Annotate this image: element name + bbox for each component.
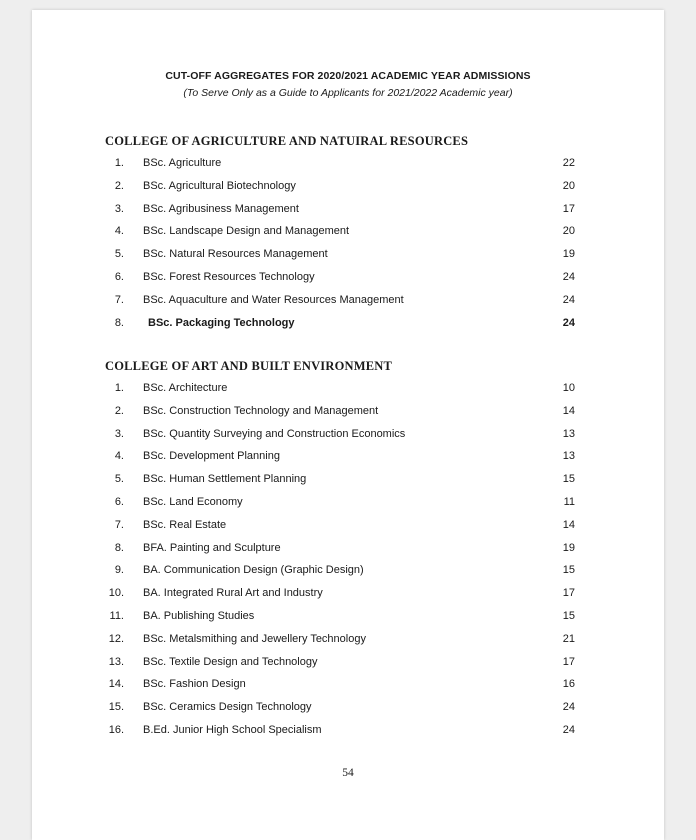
aggregate-value: 15 [562,564,575,577]
table-row [32,294,664,314]
programme-name: BSc. Agricultural Biotechnology [143,179,296,192]
programme-name: BSc. Agriculture [143,157,222,169]
row-number: 4. [114,450,124,463]
programme-name: BSc. Real Estate [143,518,227,531]
table-row [32,203,664,223]
table-row [32,587,664,607]
table-row [32,473,664,493]
aggregate-value: 17 [562,587,575,600]
table-row [32,678,664,698]
aggregate-value: 13 [562,427,575,440]
row-number: 5. [114,473,124,486]
table-row [32,701,664,721]
programme-name: BA. Integrated Rural Art and Industry [143,587,323,600]
aggregate-value: 21 [562,632,575,645]
table-row [32,157,664,177]
row-number: 10. [108,587,124,600]
document-page [32,10,664,840]
programme-name: BSc. Forest Resources Technology [143,271,315,283]
row-number: 13. [108,655,124,668]
row-number: 15. [108,701,124,714]
aggregate-value: 14 [562,404,575,417]
programme-name: BSc. Human Settlement Planning [143,473,307,486]
programme-name: BSc. Packaging Technology [148,316,295,329]
table-row [32,724,664,744]
table-row [32,610,664,630]
aggregate-value: 19 [562,248,575,261]
aggregate-value: 24 [562,724,575,736]
table-row [32,450,664,470]
programme-name: BSc. Fashion Design [143,678,246,691]
programme-name: BSc. Natural Resources Management [143,248,328,261]
table-row [32,542,664,562]
table-row [32,564,664,584]
programme-name: BA. Publishing Studies [143,610,255,622]
aggregate-value: 15 [562,473,575,486]
aggregate-value: 11 [563,496,575,508]
aggregate-value: 24 [562,316,575,329]
programme-name: BSc. Land Economy [143,496,243,508]
programme-name: B.Ed. Junior High School Specialism [143,724,322,736]
aggregate-value: 24 [562,293,575,306]
table-row [32,496,664,516]
programme-name: BSc. Construction Technology and Management [143,404,379,417]
section-heading: COLLEGE OF AGRICULTURE AND NATUIRAL RESOURCES [105,134,469,148]
table-row [32,382,664,402]
aggregate-value: 19 [562,541,575,554]
document-subtitle: (To Serve Only as a Guide to Applicants for 2021/2022 Academic year) [183,87,513,99]
row-number: 6. [114,271,124,283]
aggregate-value: 13 [562,450,575,463]
row-number: 2. [114,179,124,192]
row-number: 9. [114,564,124,577]
row-number: 6. [114,496,124,508]
row-number: 4. [114,225,124,238]
section-heading: COLLEGE OF ART AND BUILT ENVIRONMENT [105,359,393,373]
aggregate-value: 24 [562,271,575,283]
row-number: 7. [114,293,124,306]
programme-name: BSc. Development Planning [143,450,280,463]
row-number: 12. [108,632,124,645]
aggregate-value: 10 [562,382,575,394]
aggregate-value: 17 [562,655,575,668]
aggregate-value: 15 [562,610,575,622]
table-row [32,180,664,200]
row-number: 3. [114,427,124,440]
programme-name: BSc. Aquaculture and Water Resources Management [143,293,404,306]
aggregate-value: 17 [562,202,575,215]
programme-name: BSc. Textile Design and Technology [143,655,318,668]
aggregate-value: 20 [562,179,575,192]
programme-name: BSc. Agribusiness Management [143,202,299,215]
table-row [32,633,664,653]
aggregate-value: 14 [562,518,575,531]
table-row [32,428,664,448]
aggregate-value: 20 [562,225,575,238]
row-number: 14. [108,678,124,691]
programme-name: BSc. Metalsmithing and Jewellery Technology [143,632,366,645]
table-row [32,271,664,291]
programme-name: BSc. Architecture [143,382,228,394]
table-row [32,656,664,676]
row-number: 16. [108,724,124,736]
programme-name: BSc. Ceramics Design Technology [143,701,312,714]
programme-name: BSc. Quantity Surveying and Construction Economics [143,427,406,440]
table-row [32,225,664,245]
row-number: 11. [109,610,124,622]
programme-name: BSc. Landscape Design and Management [143,225,350,238]
row-number: 2. [114,404,124,417]
row-number: 3. [114,202,124,215]
document-title: CUT-OFF AGGREGATES FOR 2020/2021 ACADEMIC YEAR ADMISSIONS [165,70,531,82]
row-number: 8. [114,541,124,554]
row-number: 5. [114,248,124,261]
programme-name: BFA. Painting and Sculpture [143,541,281,554]
page-number: 54 [342,767,354,779]
programme-name: BA. Communication Design (Graphic Design) [143,564,364,577]
aggregate-value: 24 [562,701,575,714]
table-row [32,248,664,268]
aggregate-value: 16 [562,678,575,691]
aggregate-value: 22 [562,157,575,169]
table-row [32,519,664,539]
row-number: 8. [114,316,124,329]
table-row [32,405,664,425]
row-number: 7. [114,518,124,531]
table-row [32,317,664,337]
row-number: 1. [114,382,124,394]
row-number: 1. [114,157,124,169]
